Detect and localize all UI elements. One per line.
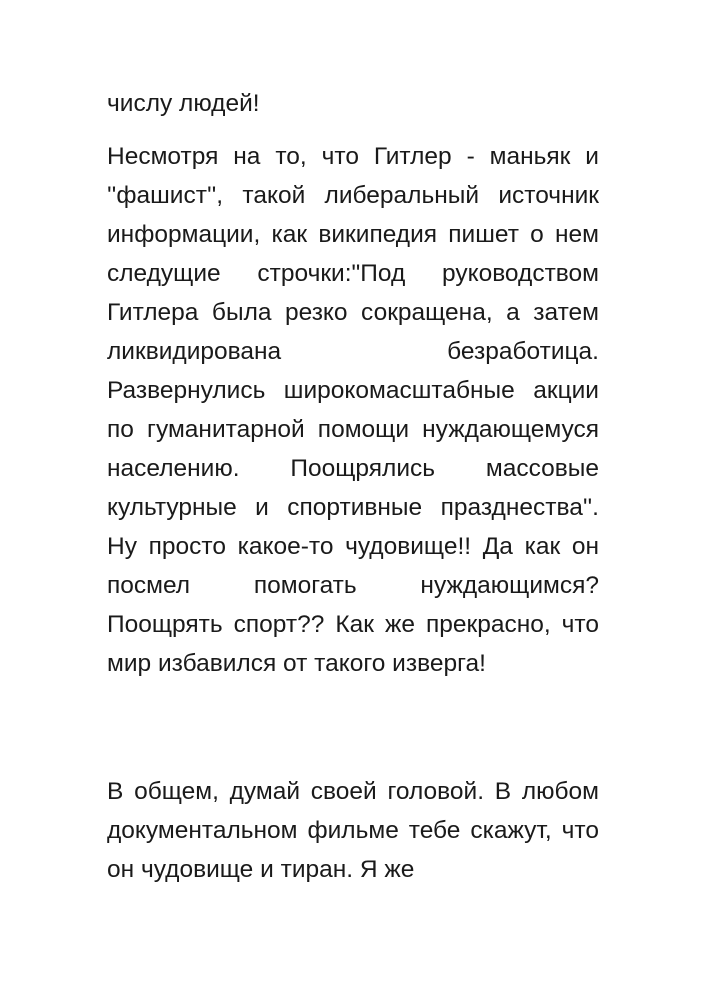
paragraph-intro: числу людей! <box>107 90 260 117</box>
paragraph-conclusion: В общем, думай своей головой. В любом документальном фильме тебе скажут, что он чудовище и тиран. Я же <box>107 778 599 883</box>
paragraph-main: Несмотря на то, что Гитлер - маньяк и ''фашист'', такой либеральный источник информации, как википедия пишет о нем следущие строчки:"Под руководством Гитлера была резко сокращена, а затем ликвидирована безработица. Развернулись широкомасштабные акции по гуманитарной помощи нуждающемуся населению. Поощрялись массовые культурные и спортивные празднества''. Ну просто какое-то чудовище!! Да как он посмел помогать нуждающимся? Поощрять спорт?? Как же прекрасно, что мир избавился от такого изверга! <box>107 143 599 677</box>
